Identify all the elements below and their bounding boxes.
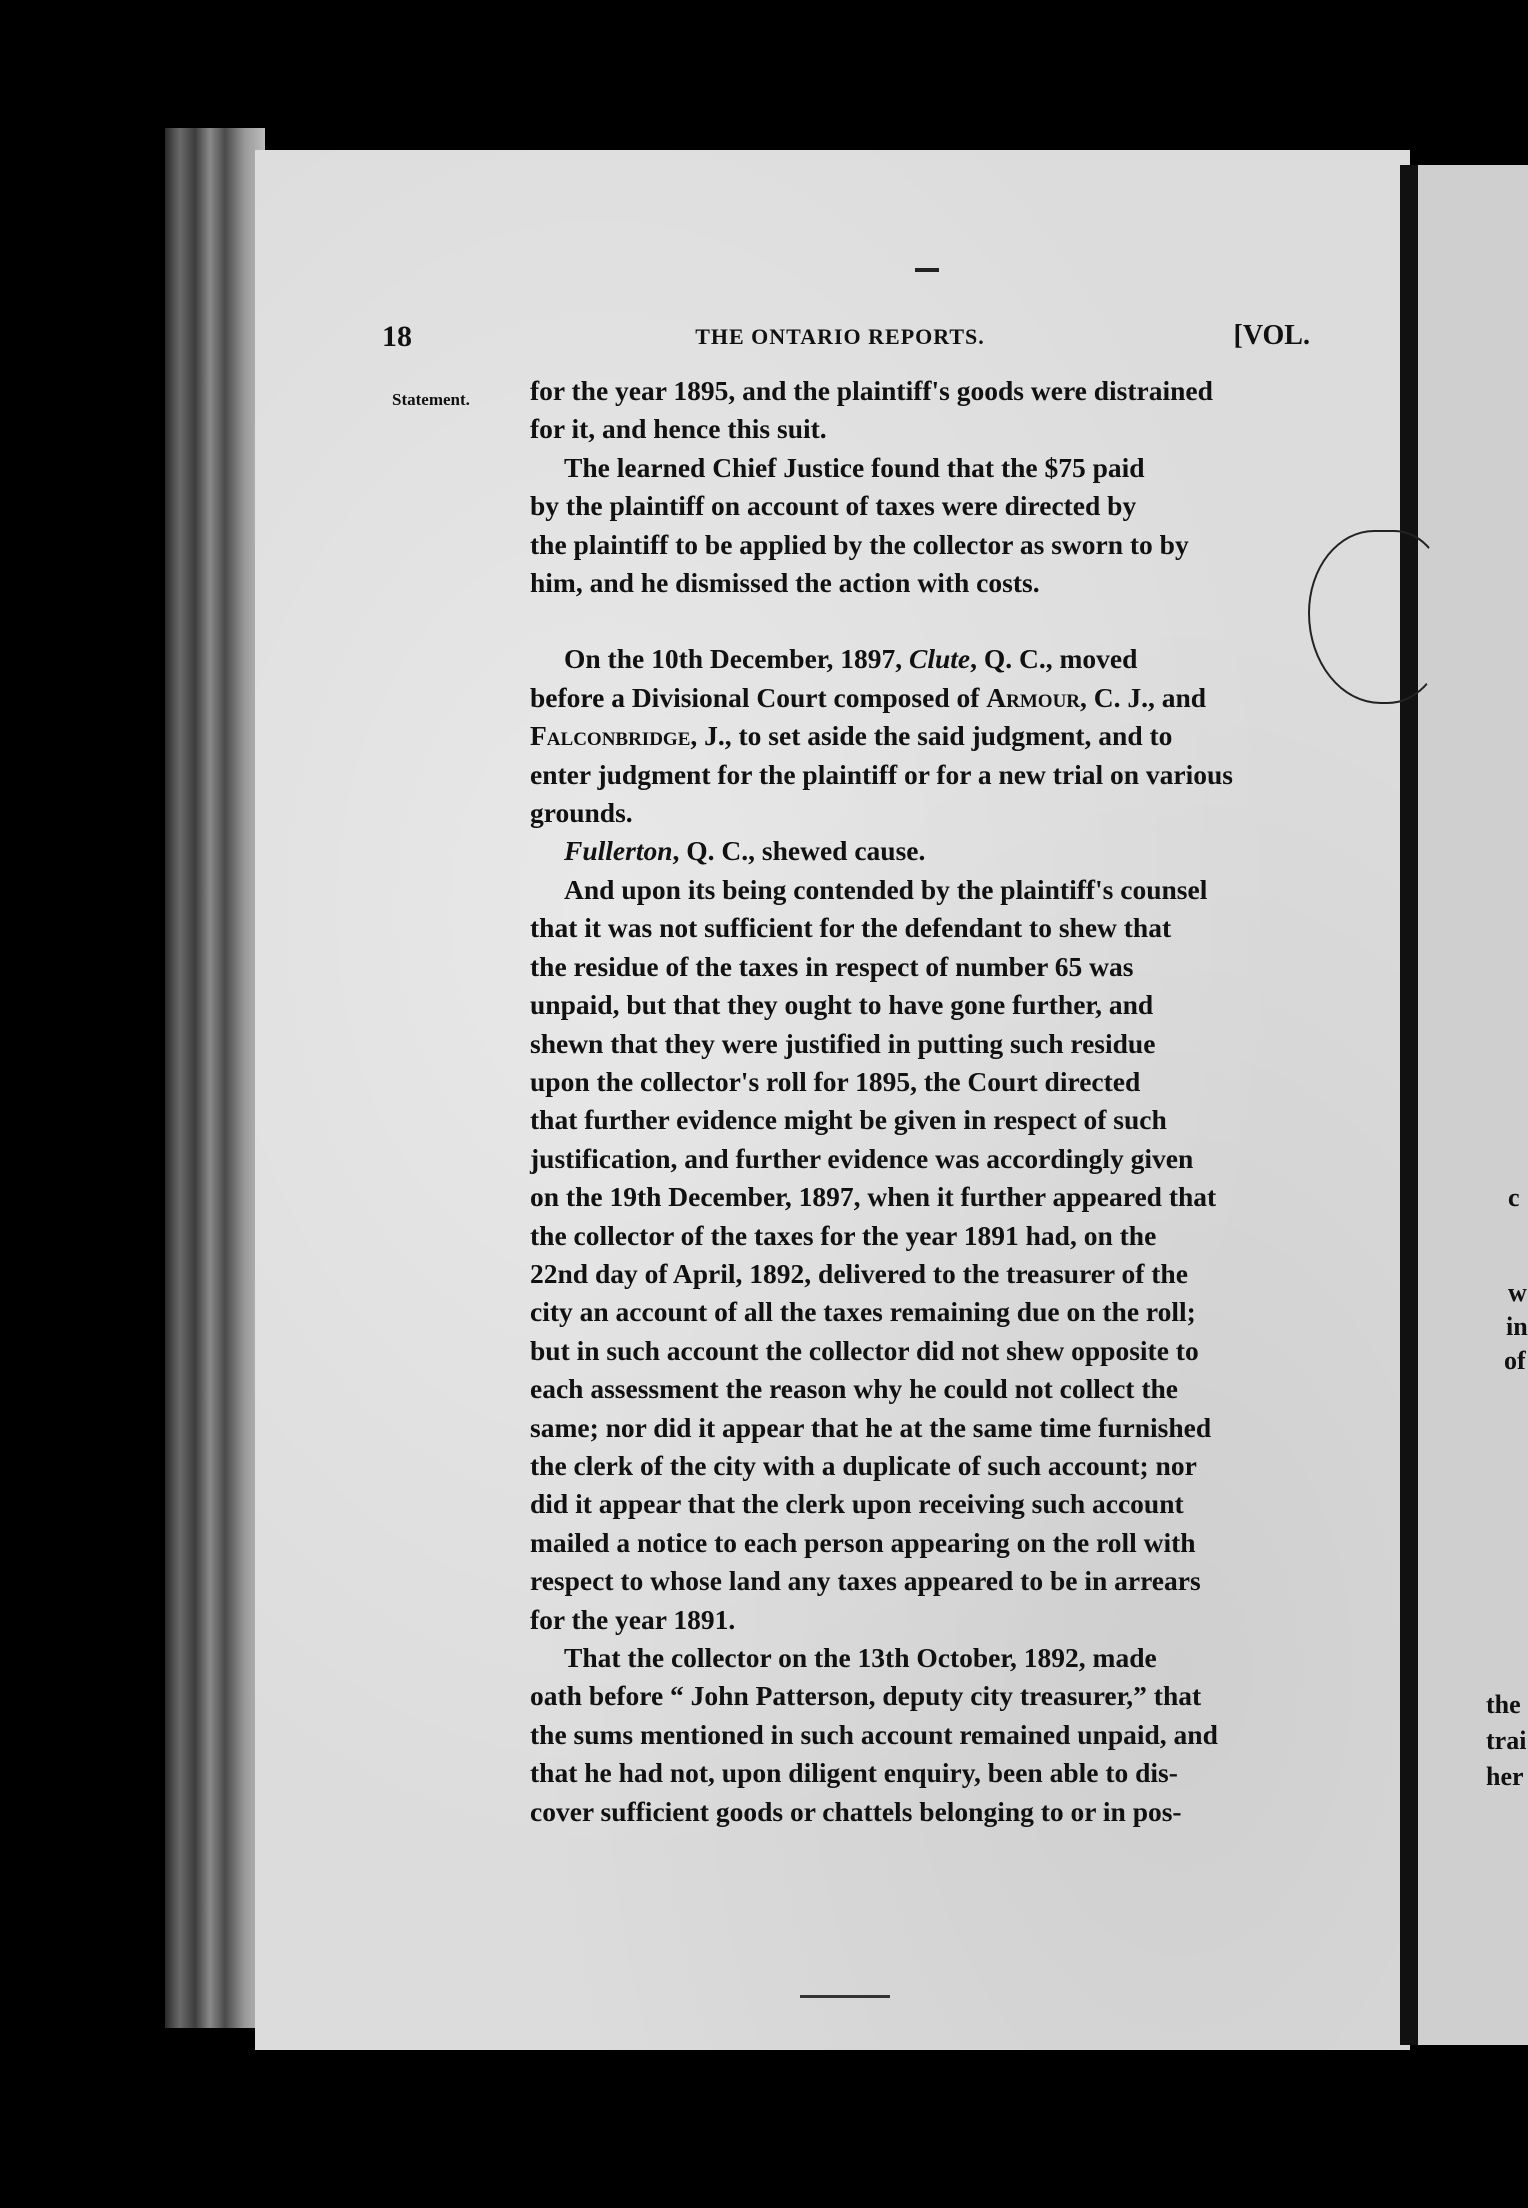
text-line: the residue of the taxes in respect of number 65 was xyxy=(530,950,1134,982)
text-line: The learned Chief Justice found that the $75 paid xyxy=(564,451,1145,483)
judge-name: Falconbridge xyxy=(530,720,691,752)
text-line: that further evidence might be given in respect of such xyxy=(530,1104,1167,1136)
running-header xyxy=(370,320,1310,360)
text-line: grounds. xyxy=(530,797,633,829)
running-title: THE ONTARIO REPORTS. xyxy=(695,324,985,349)
facing-fragment: trai xyxy=(1486,1726,1527,1755)
counsel-name: Clute xyxy=(909,643,971,675)
text-line: the collector of the taxes for the year 1891 had, on the xyxy=(530,1219,1157,1251)
text-line xyxy=(530,717,1310,755)
text-line: that he had not, upon diligent enquiry, been able to dis- xyxy=(530,1757,1178,1789)
text-line: for it, and hence this suit. xyxy=(530,413,827,445)
volume-mark: [VOL. xyxy=(1233,320,1310,351)
text-line: the plaintiff to be applied by the collector as sworn to by xyxy=(530,528,1189,560)
binding-edge xyxy=(165,128,265,2028)
text-line: by the plaintiff on account of taxes were directed by xyxy=(530,490,1137,522)
facing-fragment: c xyxy=(1508,1183,1520,1212)
judge-name: Armour xyxy=(986,681,1081,713)
text-line: but in such account the collector did not shew opposite to xyxy=(530,1334,1199,1366)
text-line xyxy=(530,640,1310,678)
facing-fragment: her xyxy=(1486,1762,1524,1791)
facing-fragment: w xyxy=(1508,1278,1527,1307)
text-line: That the collector on the 13th October, 1892, made xyxy=(564,1642,1157,1673)
counsel-name: Fullerton xyxy=(564,835,673,867)
text-line xyxy=(530,832,1310,870)
text-line: enter judgment for the plaintiff or for a new trial on various xyxy=(530,758,1233,790)
facing-fragment: the xyxy=(1486,1690,1521,1719)
body-text xyxy=(530,372,1310,1831)
text-run: before a Divisional Court composed of xyxy=(530,681,980,713)
paragraph-gap xyxy=(530,602,1310,640)
margin-note: Statement. xyxy=(392,390,470,409)
text-run: , C. J., and xyxy=(1080,681,1207,713)
text-run: , Q. C., shewed cause. xyxy=(672,835,926,867)
text-line: upon the collector's roll for 1895, the Court directed xyxy=(530,1065,1141,1097)
top-dash-mark xyxy=(915,268,939,272)
text-run: , J., to set aside the said judgment, and to xyxy=(690,720,1173,752)
text-line: justification, and further evidence was accordingly given xyxy=(530,1142,1194,1174)
text-run: On the 10th December, 1897, xyxy=(564,643,903,675)
text-line: for the year 1895, and the plaintiff's goods were distrained xyxy=(530,375,1213,406)
text-line: shewn that they were justified in putting such residue xyxy=(530,1027,1156,1059)
bottom-rule xyxy=(800,1995,890,1998)
text-line: respect to whose land any taxes appeared to be in arrears xyxy=(530,1565,1201,1597)
text-line: same; nor did it appear that he at the same time furnished xyxy=(530,1411,1212,1443)
text-line: 22nd day of April, 1892, delivered to the treasurer of the xyxy=(530,1257,1188,1289)
text-line: the sums mentioned in such account remained unpaid, and xyxy=(530,1718,1218,1750)
text-line: that it was not sufficient for the defendant to shew that xyxy=(530,912,1172,944)
page-number: 18 xyxy=(382,320,412,353)
text-line: the clerk of the city with a duplicate of such account; nor xyxy=(530,1449,1197,1481)
facing-fragment: in xyxy=(1506,1312,1528,1341)
facing-fragment: of xyxy=(1504,1346,1526,1375)
text-line: cover sufficient goods or chattels belonging to or in pos- xyxy=(530,1795,1182,1827)
text-line xyxy=(530,679,1310,717)
text-line: oath before “ John Patterson, deputy city treasurer,” that xyxy=(530,1680,1202,1712)
pen-scribble xyxy=(1308,530,1447,704)
text-line: for the year 1891. xyxy=(530,1603,736,1635)
text-line: And upon its being contended by the plaintiff's counsel xyxy=(564,873,1208,905)
text-line: him, and he dismissed the action with costs. xyxy=(530,567,1040,599)
text-line: city an account of all the taxes remaining due on the roll; xyxy=(530,1296,1196,1328)
text-run: , Q. C., moved xyxy=(970,643,1138,675)
text-line: mailed a notice to each person appearing on the roll with xyxy=(530,1526,1196,1558)
text-line: did it appear that the clerk upon receiving such account xyxy=(530,1488,1184,1520)
text-line: unpaid, but that they ought to have gone further, and xyxy=(530,989,1154,1021)
text-line: on the 19th December, 1897, when it further appeared that xyxy=(530,1181,1217,1213)
text-line: each assessment the reason why he could not collect the xyxy=(530,1373,1178,1405)
